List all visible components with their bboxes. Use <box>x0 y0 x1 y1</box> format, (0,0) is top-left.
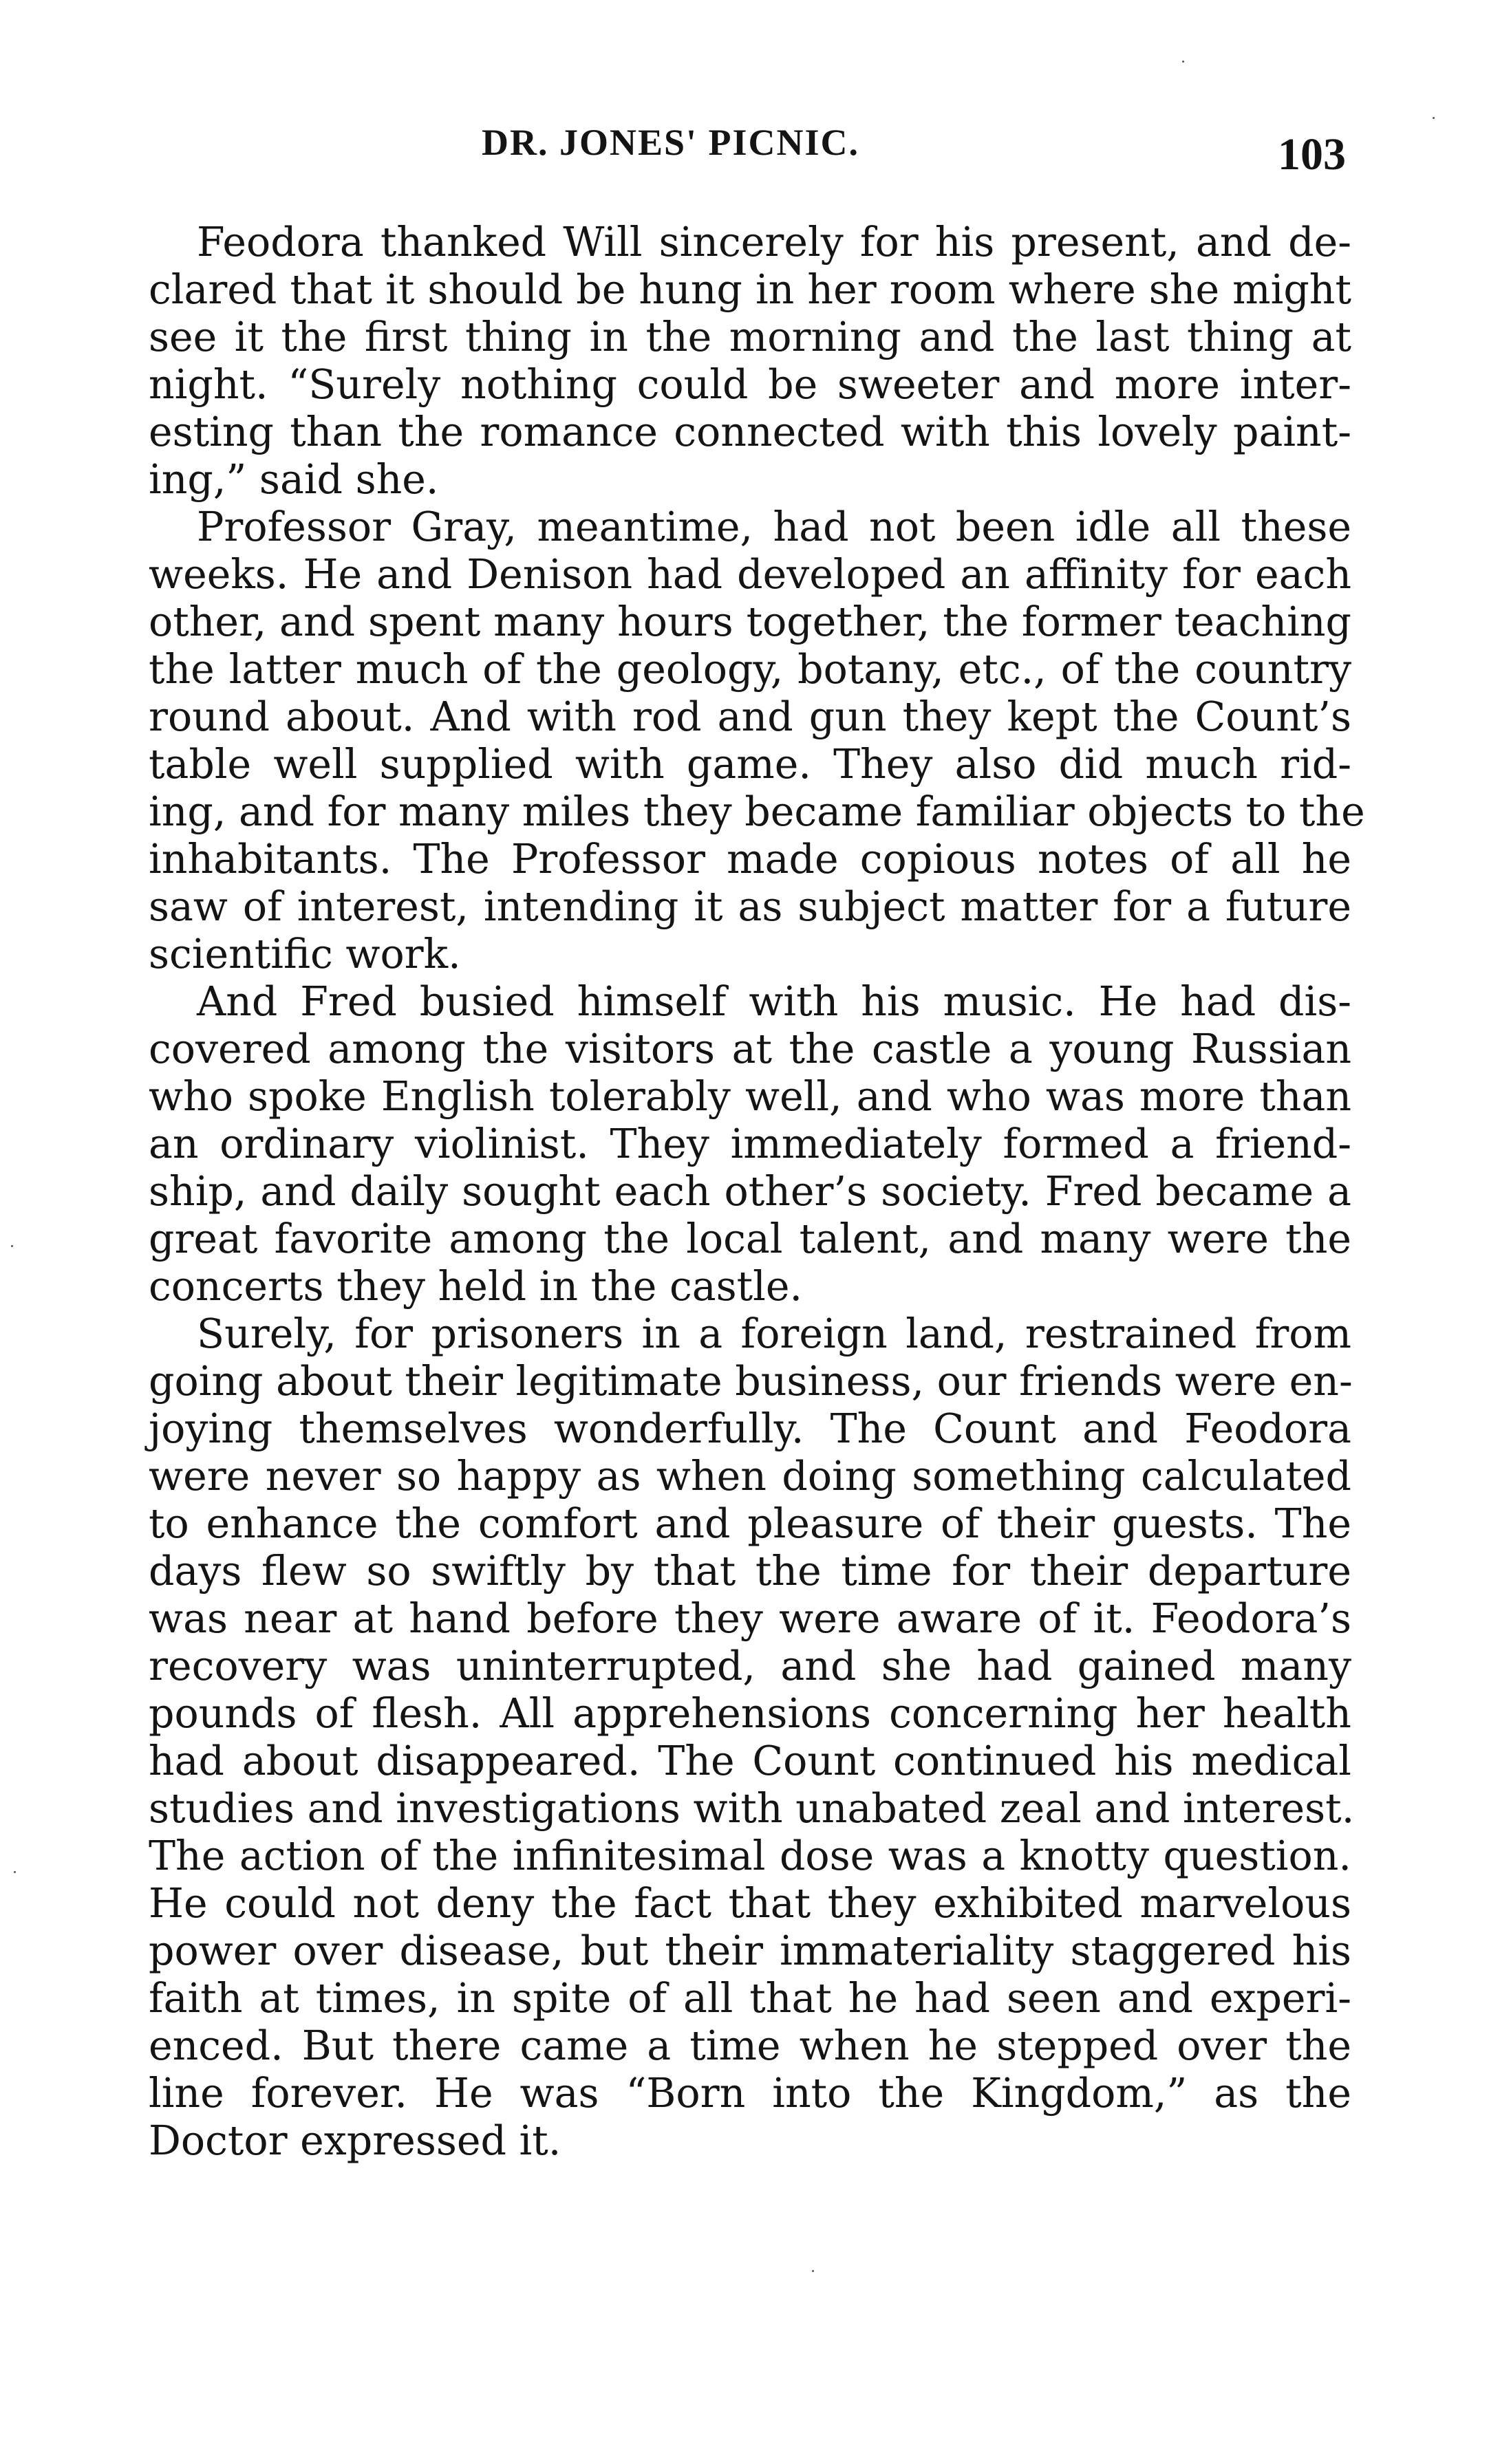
text-line: see it the first thing in the morning and the last thing at <box>149 314 1351 360</box>
text-line: clared that it should be hung in her room where she might <box>149 266 1351 313</box>
text-line: other, and spent many hours together, the former teaching <box>149 598 1351 645</box>
text-line: had about disappeared. The Count continued his medical <box>149 1738 1351 1784</box>
paragraph-4 <box>149 1310 1355 2165</box>
text-line: ing, and for many miles they became familiar objects to the <box>149 788 1365 835</box>
scan-speck <box>11 1245 13 1247</box>
text-line: pounds of flesh. All apprehensions concerning her health <box>149 1690 1351 1737</box>
paragraph-3 <box>149 978 1351 1310</box>
text-line: ing,” said she. <box>149 456 439 503</box>
text-line: going about their legitimate business, our friends were en- <box>149 1358 1353 1405</box>
text-line: recovery was uninterrupted, and she had gained many <box>149 1643 1351 1689</box>
text-line: Feodora thanked Will sincerely for his present, and de- <box>197 219 1351 266</box>
text-line: covered among the visitors at the castle a young Russian <box>149 1026 1351 1072</box>
text-line: great favorite among the local talent, and many were the <box>149 1215 1351 1262</box>
body-text <box>149 219 1365 2165</box>
text-line: saw of interest, intending it as subject matter for a future <box>149 883 1351 930</box>
scan-speck <box>1182 61 1184 63</box>
text-line: Doctor expressed it. <box>149 2117 561 2164</box>
text-line: faith at times, in spite of all that he had seen and experi- <box>149 1975 1351 2022</box>
text-line: And Fred busied himself with his music. He had dis- <box>197 978 1351 1025</box>
text-line: ship, and daily sought each other’s society. Fred became a <box>149 1168 1351 1215</box>
page-number: 103 <box>1278 129 1346 180</box>
text-line: studies and investigations with unabated zeal and interest. <box>149 1785 1355 1832</box>
scan-speck <box>14 1871 16 1873</box>
text-line: the latter much of the geology, botany, etc., of the country <box>149 646 1351 693</box>
text-line: to enhance the comfort and pleasure of their guests. The <box>149 1500 1351 1547</box>
text-line: The action of the infinitesimal dose was a knotty question. <box>149 1833 1351 1879</box>
text-line: weeks. He and Denison had developed an affinity for each <box>149 551 1351 598</box>
text-line: He could not deny the fact that they exhibited marvelous <box>149 1880 1351 1927</box>
text-line: enced. But there came a time when he stepped over the <box>149 2022 1351 2069</box>
paragraph-1 <box>149 219 1351 504</box>
text-line: joying themselves wonderfully. The Count and Feodora <box>149 1405 1351 1452</box>
paragraph-2 <box>149 504 1365 978</box>
text-line: table well supplied with game. They also did much rid- <box>149 741 1351 788</box>
text-line: were never so happy as when doing something calculated <box>149 1453 1351 1500</box>
text-line: power over disease, but their immateriality staggered his <box>149 1927 1351 1974</box>
text-line: Surely, for prisoners in a foreign land, restrained from <box>197 1310 1351 1357</box>
text-line: round about. And with rod and gun they kept the Count’s <box>149 693 1351 740</box>
scan-speck <box>812 2270 814 2272</box>
text-line: was near at hand before they were aware of it. Feodora’s <box>149 1595 1351 1642</box>
text-line: scientific work. <box>149 931 461 977</box>
text-line: concerts they held in the castle. <box>149 1263 803 1310</box>
text-line: days flew so swiftly by that the time for their departure <box>149 1548 1351 1595</box>
text-line: night. “Surely nothing could be sweeter and more inter- <box>149 361 1351 408</box>
running-title: DR. JONES' PICNIC. <box>482 122 860 163</box>
text-line: inhabitants. The Professor made copious notes of all he <box>149 836 1351 883</box>
text-line: an ordinary violinist. They immediately formed a friend- <box>149 1121 1351 1167</box>
text-line: line forever. He was “Born into the Kingdom,” as the <box>149 2070 1351 2117</box>
text-line: who spoke English tolerably well, and who was more than <box>149 1073 1351 1120</box>
text-line: Professor Gray, meantime, had not been idle all these <box>197 504 1351 550</box>
text-line: esting than the romance connected with this lovely paint- <box>149 409 1351 455</box>
scan-speck <box>1433 117 1435 119</box>
